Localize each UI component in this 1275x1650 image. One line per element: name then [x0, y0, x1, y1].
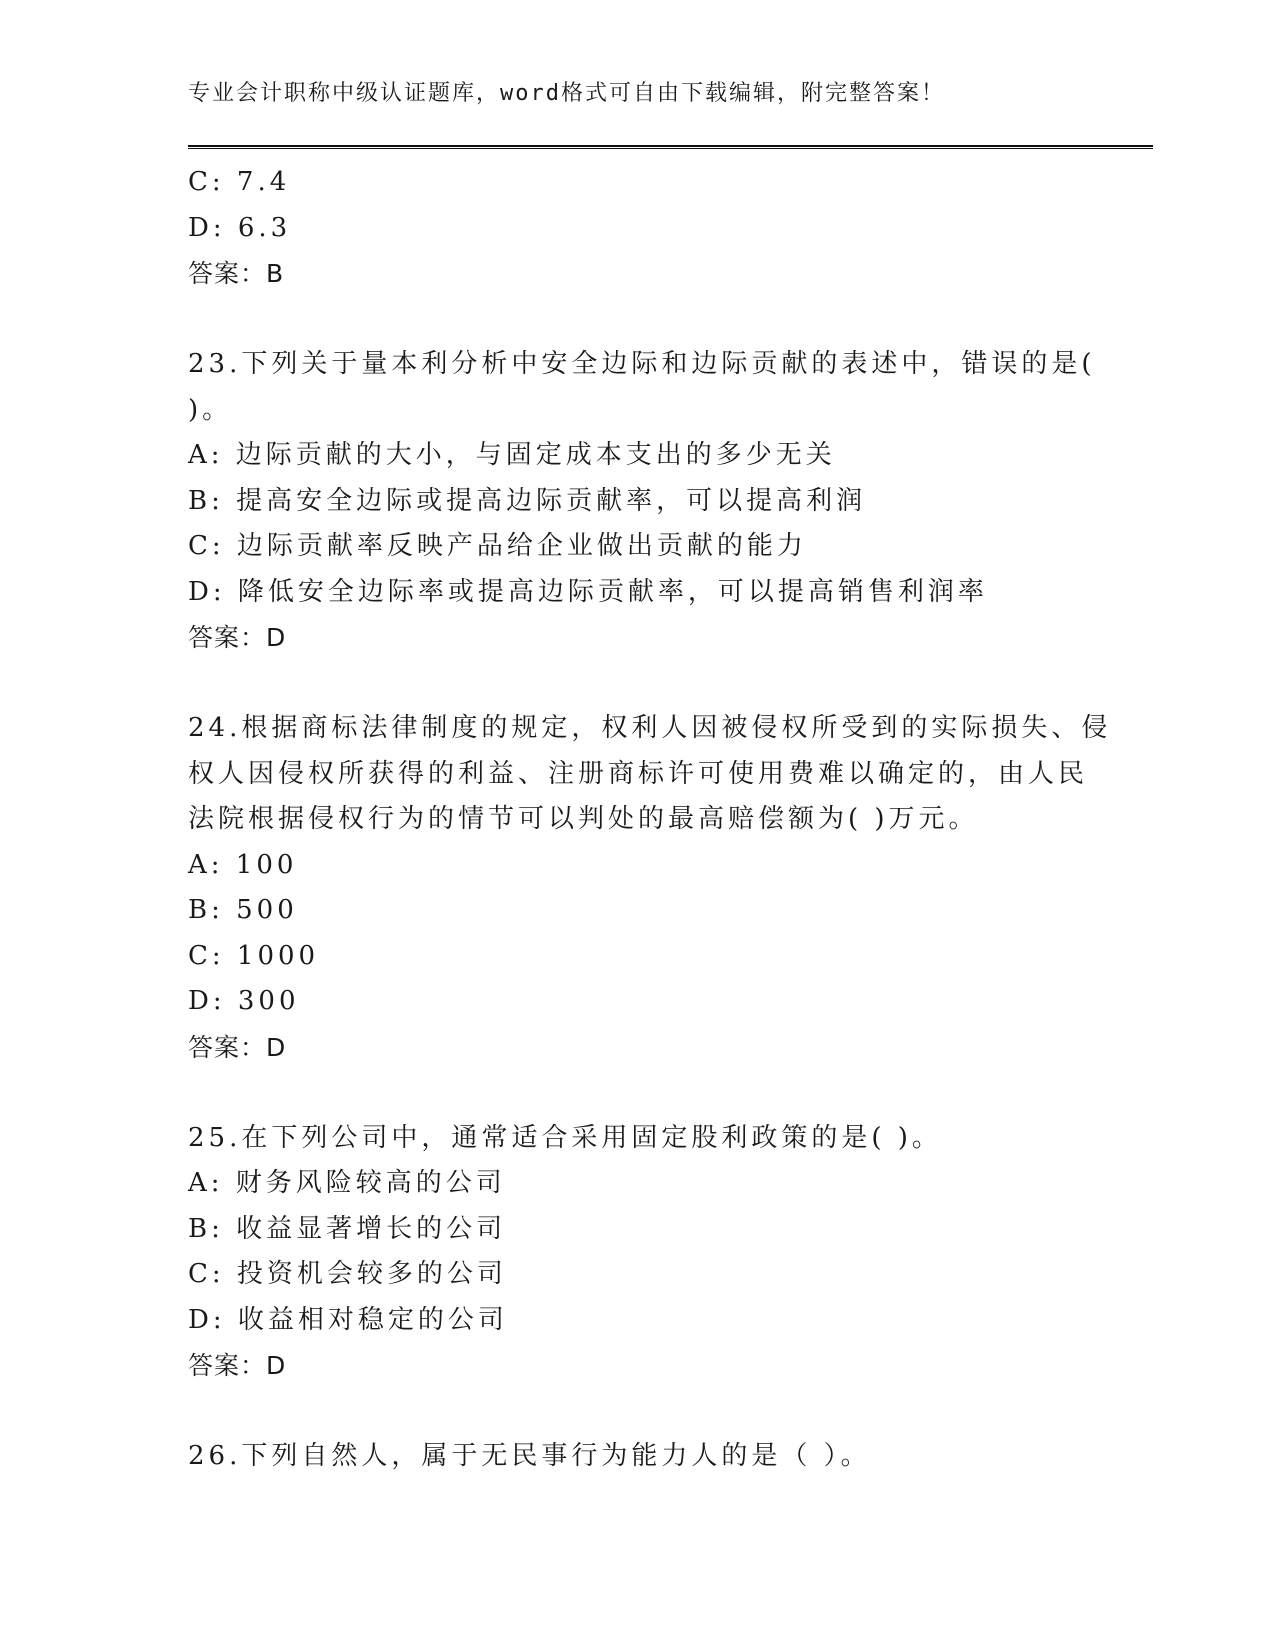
option-line: C: 7.4: [188, 167, 291, 197]
page-header: 专业会计职称中级认证题库，word格式可自由下载编辑，附完整答案！: [188, 81, 945, 106]
option-line: D: 收益相对稳定的公司: [188, 1304, 508, 1335]
document-body: [188, 160, 1112, 1480]
question-stem: 法院根据侵权行为的情节可以判处的最高赔偿额为( )万元。: [188, 804, 979, 834]
spacer: [188, 1389, 1088, 1435]
question-stem: 26.下列自然人，属于无民事行为能力人的是（ ）。: [188, 1441, 871, 1471]
question-stem: 23.下列关于量本利分析中安全边际和边际贡献的表述中，错误的是(: [188, 349, 1096, 379]
spacer: [188, 297, 1088, 343]
option-line: D: 300: [188, 986, 300, 1016]
question-stem: 25.在下列公司中，通常适合采用固定股利政策的是( )。: [188, 1122, 942, 1153]
answer-line: 答案：D: [188, 1351, 287, 1380]
question-stem: 权人因侵权所获得的利益、注册商标许可使用费难以确定的，由人民: [188, 758, 1089, 789]
header-rule: [188, 145, 1153, 149]
spacer: [188, 1070, 1088, 1116]
option-line: C: 1000: [188, 940, 320, 971]
answer-line: 答案：D: [188, 1032, 287, 1062]
spacer: [188, 661, 1088, 707]
option-line: A: 边际贡献的大小，与固定成本支出的多少无关: [188, 440, 836, 470]
option-line: B: 提高安全边际或提高边际贡献率，可以提高利润: [188, 485, 867, 516]
option-line: A: 财务风险较高的公司: [188, 1168, 506, 1198]
option-line: C: 投资机会较多的公司: [188, 1259, 507, 1289]
question-stem: )。: [188, 394, 233, 425]
option-line: C: 边际贡献率反映产品给企业做出贡献的能力: [188, 531, 807, 561]
option-line: B: 收益显著增长的公司: [188, 1213, 507, 1244]
question-stem: 24.根据商标法律制度的规定，权利人因被侵权所受到的实际损失、侵: [188, 713, 1112, 743]
option-line: B: 500: [188, 895, 298, 925]
option-line: D: 6.3: [188, 212, 292, 243]
answer-line: 答案：D: [188, 623, 287, 652]
answer-line: 答案：B: [188, 259, 285, 288]
option-line: D: 降低安全边际率或提高边际贡献率，可以提高销售利润率: [188, 576, 988, 607]
option-line: A: 100: [188, 849, 298, 880]
